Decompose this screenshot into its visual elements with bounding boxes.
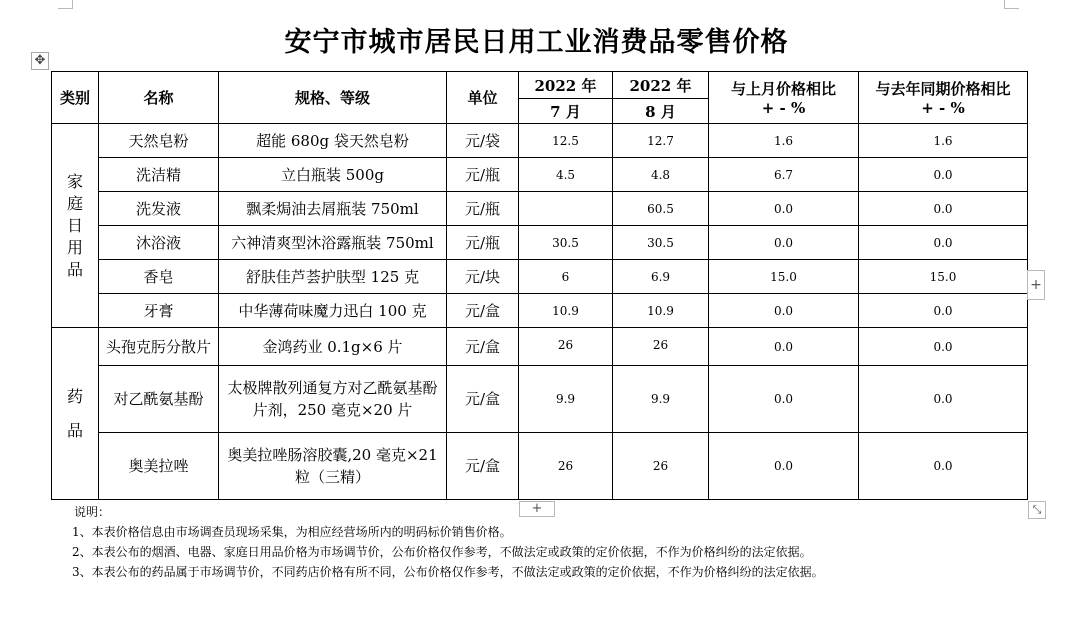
move-icon[interactable]: ✥ [31,52,49,70]
cell-price-august: 6.9 [613,260,709,294]
cell-unit: 元/瓶 [447,192,519,226]
cell-spec: 舒肤佳芦荟护肤型 125 克 [219,260,447,294]
header-mom-line1: 与上月价格相比 [730,80,836,98]
page-corner-mark-left [58,0,73,9]
category-char: 庭 [66,193,83,213]
cell-price-july: 26 [519,433,613,500]
cell-price-july [519,192,613,226]
cell-price-july: 4.5 [519,158,613,192]
header-year-over-year [859,72,1028,124]
category-char: 用 [66,237,83,257]
cell-mom: 1.6 [709,124,859,158]
cell-unit: 元/盒 [447,328,519,366]
header-month-over-month [709,72,859,124]
cell-price-july: 6 [519,260,613,294]
cell-price-july: 26 [519,328,613,366]
cell-price-august: 26 [613,328,709,366]
table-row [52,124,1028,158]
cell-unit: 元/瓶 [447,158,519,192]
cell-yoy: 0.0 [859,366,1028,433]
cell-unit: 元/袋 [447,124,519,158]
cell-spec: 立白瓶装 500g [219,158,447,192]
cell-spec: 中华薄荷味魔力迅白 100 克 [219,294,447,328]
plus-icon[interactable]: + [1027,270,1045,300]
header-month-august: 8 月 [613,99,709,124]
cell-price-august: 10.9 [613,294,709,328]
cell-name: 牙膏 [99,294,219,328]
cell-spec: 金鸿药业 0.1g×6 片 [219,328,447,366]
cell-name: 头孢克肟分散片 [99,328,219,366]
cell-name: 奥美拉唑 [99,433,219,500]
cell-mom: 0.0 [709,192,859,226]
category-char: 品 [66,259,83,279]
table-row [52,226,1028,260]
category-char: 家 [66,171,83,191]
cell-mom: 6.7 [709,158,859,192]
cell-yoy: 0.0 [859,226,1028,260]
cell-price-july: 30.5 [519,226,613,260]
cell-name: 洗发液 [99,192,219,226]
cell-unit: 元/块 [447,260,519,294]
header-row-1 [52,72,1028,99]
page-corner-mark-right [1004,0,1019,9]
cell-unit: 元/瓶 [447,226,519,260]
cell-spec: 太极牌散列通复方对乙酰氨基酚片剂，250 毫克×20 片 [219,366,447,433]
note-line: 1、本表价格信息由市场调查员现场采集，为相应经营场所内的明码标价销售价格。 [72,525,512,539]
cell-mom: 0.0 [709,328,859,366]
cell-mom: 15.0 [709,260,859,294]
header-yoy-line1: 与去年同期价格相比 [875,80,1011,98]
cell-price-august: 9.9 [613,366,709,433]
cell-price-august: 26 [613,433,709,500]
cell-yoy: 0.0 [859,328,1028,366]
header-yoy-line2: + - % [921,99,965,117]
cell-price-july: 9.9 [519,366,613,433]
header-year-august: 2022 年 [613,72,709,99]
cell-price-august: 12.7 [613,124,709,158]
header-mom-line2: + - % [761,99,806,117]
resize-icon[interactable]: ⤡ [1028,501,1046,519]
cell-name: 天然皂粉 [99,124,219,158]
header-spec: 规格、等级 [219,72,447,124]
header-month-july: 7 月 [519,99,613,124]
cell-spec: 奥美拉唑肠溶胶囊,20 毫克×21 粒（三精） [219,433,447,500]
cell-mom: 0.0 [709,294,859,328]
cell-yoy: 0.0 [859,158,1028,192]
notes-heading: 说明： [74,505,111,519]
cell-yoy: 15.0 [859,260,1028,294]
cell-spec: 六神清爽型沐浴露瓶装 750ml [219,226,447,260]
document-title: 安宁市城市居民日用工业消费品零售价格 [284,27,789,58]
category-char: 日 [66,215,83,235]
cell-name: 香皂 [99,260,219,294]
header-category: 类别 [52,72,99,124]
cell-price-august: 4.8 [613,158,709,192]
table-row [52,294,1028,328]
cell-mom: 0.0 [709,226,859,260]
cell-yoy: 0.0 [859,294,1028,328]
plus-icon[interactable]: + [519,501,555,517]
table-row [52,158,1028,192]
note-line: 2、本表公布的烟酒、电器、家庭日用品价格为市场调节价，公布价格仅作参考，不做法定或政策的定价依据，不作为价格纠纷的法定依据。 [72,545,812,559]
cell-name: 对乙酰氨基酚 [99,366,219,433]
notes-section [72,502,824,582]
cell-name: 洗洁精 [99,158,219,192]
table-row [52,433,1028,500]
cell-mom: 0.0 [709,433,859,500]
cell-unit: 元/盒 [447,433,519,500]
header-year-july: 2022 年 [519,72,613,99]
cell-unit: 元/盒 [447,366,519,433]
note-line: 3、本表公布的药品属于市场调节价，不同药店价格有所不同，公布价格仅作参考，不做法定或政策的定价依据，不作为价格纠纷的法定依据。 [72,565,824,579]
cell-price-august: 30.5 [613,226,709,260]
cell-price-july: 10.9 [519,294,613,328]
cell-yoy: 0.0 [859,192,1028,226]
cell-price-august: 60.5 [613,192,709,226]
price-table [51,71,1028,500]
category-medicine [52,328,99,500]
cell-spec: 飘柔焗油去屑瓶装 750ml [219,192,447,226]
header-name: 名称 [99,72,219,124]
cell-name: 沐浴液 [99,226,219,260]
cell-mom: 0.0 [709,366,859,433]
table-row [52,192,1028,226]
table-row [52,366,1028,433]
cell-yoy: 1.6 [859,124,1028,158]
table-row [52,328,1028,366]
cell-yoy: 0.0 [859,433,1028,500]
cell-unit: 元/盒 [447,294,519,328]
category-household [52,124,99,328]
category-char: 品 [66,420,83,440]
category-char: 药 [66,386,83,406]
header-unit: 单位 [447,72,519,124]
cell-price-july: 12.5 [519,124,613,158]
cell-spec: 超能 680g 袋天然皂粉 [219,124,447,158]
table-row [52,260,1028,294]
